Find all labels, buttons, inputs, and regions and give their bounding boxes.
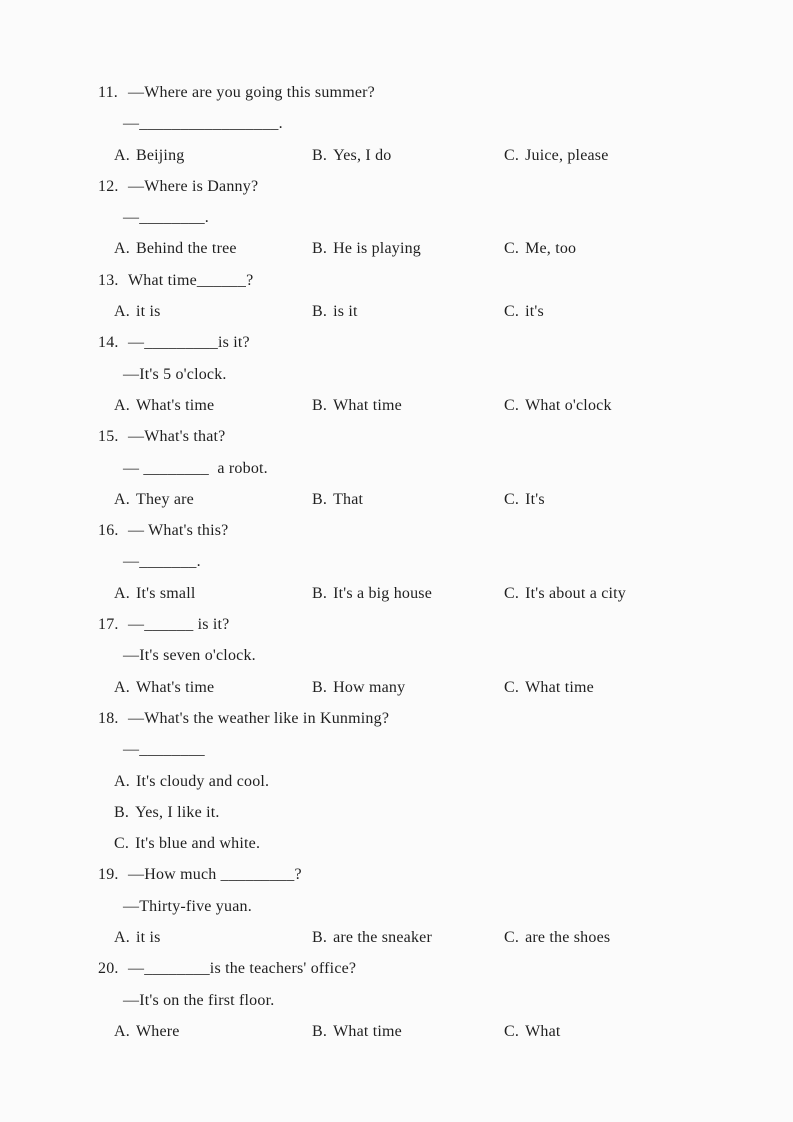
answer-line: —Thirty-five yuan. bbox=[123, 897, 252, 915]
option-text: It's about a city bbox=[525, 584, 627, 602]
answer-line: —It's on the first floor. bbox=[123, 991, 275, 1009]
question-line bbox=[0, 515, 793, 546]
option-b bbox=[312, 484, 504, 515]
question-number: 18. bbox=[98, 709, 119, 727]
option-b bbox=[312, 390, 504, 421]
question-block bbox=[0, 77, 793, 171]
answer-line: —_________________. bbox=[123, 115, 283, 133]
option-label: C. bbox=[504, 678, 520, 696]
option-label: B. bbox=[312, 584, 328, 602]
question-block bbox=[0, 703, 793, 859]
option-label: B. bbox=[312, 1022, 328, 1040]
option-c bbox=[504, 922, 793, 953]
option-text: are the sneaker bbox=[333, 929, 433, 947]
option-label: A. bbox=[114, 146, 130, 164]
option-text: it's bbox=[525, 303, 544, 321]
option-label: A. bbox=[114, 490, 130, 508]
question-block bbox=[0, 609, 793, 703]
question-line bbox=[0, 609, 793, 640]
option-b bbox=[312, 296, 504, 327]
question-number: 15. bbox=[98, 428, 119, 446]
answer-line: —_______. bbox=[123, 553, 201, 571]
option-text: It's cloudy and cool. bbox=[135, 772, 270, 790]
answer-line: — ________ a robot. bbox=[123, 459, 268, 477]
option-text: That bbox=[333, 490, 364, 508]
option-label: C. bbox=[504, 1022, 520, 1040]
option-text: What time bbox=[333, 1022, 402, 1040]
question-line bbox=[0, 265, 793, 296]
answer-line: —It's 5 o'clock. bbox=[123, 365, 227, 383]
option-a bbox=[114, 922, 312, 953]
option-label: C. bbox=[114, 835, 130, 853]
question-line bbox=[0, 859, 793, 890]
options-row bbox=[0, 484, 793, 515]
question-number: 14. bbox=[98, 334, 119, 352]
option-text: Behind the tree bbox=[135, 240, 237, 258]
question-line bbox=[0, 171, 793, 202]
question-line bbox=[0, 421, 793, 452]
options-row bbox=[0, 578, 793, 609]
option-c bbox=[504, 233, 793, 264]
options-row bbox=[0, 922, 793, 953]
option-label: C. bbox=[504, 240, 520, 258]
option-text: it is bbox=[135, 929, 161, 947]
answer-line: —________ bbox=[123, 741, 205, 759]
option-a bbox=[0, 766, 793, 797]
option-text: It's small bbox=[135, 584, 196, 602]
option-text: What time bbox=[333, 396, 402, 414]
question-block bbox=[0, 953, 793, 1047]
options-row bbox=[0, 1016, 793, 1047]
option-c bbox=[504, 296, 793, 327]
option-a bbox=[114, 390, 312, 421]
question-block bbox=[0, 265, 793, 328]
question-text: —______ is it? bbox=[128, 616, 230, 634]
option-a bbox=[114, 578, 312, 609]
question-line bbox=[0, 703, 793, 734]
question-block bbox=[0, 327, 793, 421]
option-label: B. bbox=[114, 803, 130, 821]
option-b bbox=[312, 922, 504, 953]
option-label: B. bbox=[312, 678, 328, 696]
option-c bbox=[504, 390, 793, 421]
option-text: It's a big house bbox=[333, 584, 433, 602]
question-text: —_________is it? bbox=[128, 334, 250, 352]
option-label: A. bbox=[114, 240, 130, 258]
option-label: A. bbox=[114, 929, 130, 947]
question-number: 19. bbox=[98, 866, 119, 884]
option-text: It's bbox=[525, 490, 545, 508]
question-number: 17. bbox=[98, 616, 119, 634]
option-c bbox=[504, 1016, 793, 1047]
option-text: Juice, please bbox=[525, 146, 609, 164]
question-text: What time______? bbox=[128, 271, 254, 289]
option-b bbox=[312, 140, 504, 171]
option-label: A. bbox=[114, 303, 130, 321]
option-text: Where bbox=[135, 1022, 180, 1040]
option-label: A. bbox=[114, 584, 130, 602]
option-label: B. bbox=[312, 929, 328, 947]
options-row bbox=[0, 672, 793, 703]
question-line bbox=[0, 327, 793, 358]
option-label: C. bbox=[504, 396, 520, 414]
option-b bbox=[312, 672, 504, 703]
question-text: — What's this? bbox=[128, 522, 229, 540]
option-label: B. bbox=[312, 303, 328, 321]
option-a bbox=[114, 296, 312, 327]
option-label: A. bbox=[114, 772, 130, 790]
options-row bbox=[0, 296, 793, 327]
question-text: —What's that? bbox=[128, 428, 226, 446]
option-label: C. bbox=[504, 146, 520, 164]
option-c bbox=[504, 484, 793, 515]
option-label: A. bbox=[114, 1022, 130, 1040]
question-block bbox=[0, 859, 793, 953]
option-b bbox=[312, 1016, 504, 1047]
question-block bbox=[0, 171, 793, 265]
option-text: He is playing bbox=[333, 240, 421, 258]
option-label: C. bbox=[504, 303, 520, 321]
options-row bbox=[0, 140, 793, 171]
option-text: It's blue and white. bbox=[135, 835, 261, 853]
option-label: C. bbox=[504, 490, 520, 508]
option-label: B. bbox=[312, 146, 328, 164]
option-c bbox=[504, 672, 793, 703]
option-text: Yes, I like it. bbox=[135, 803, 220, 821]
option-text: Yes, I do bbox=[333, 146, 392, 164]
question-text: —Where is Danny? bbox=[128, 177, 259, 195]
option-label: B. bbox=[312, 490, 328, 508]
question-number: 13. bbox=[98, 271, 119, 289]
option-a bbox=[114, 672, 312, 703]
option-a bbox=[114, 233, 312, 264]
option-a bbox=[114, 140, 312, 171]
question-text: —________is the teachers' office? bbox=[128, 960, 357, 978]
question-line bbox=[0, 953, 793, 984]
question-number: 12. bbox=[98, 177, 119, 195]
option-a bbox=[114, 1016, 312, 1047]
question-line bbox=[0, 77, 793, 108]
option-text: are the shoes bbox=[525, 929, 611, 947]
option-a bbox=[114, 484, 312, 515]
option-text: How many bbox=[333, 678, 406, 696]
option-c bbox=[504, 140, 793, 171]
question-text: —Where are you going this summer? bbox=[128, 84, 375, 101]
option-text: They are bbox=[135, 490, 194, 508]
option-b bbox=[312, 233, 504, 264]
question-list bbox=[0, 77, 793, 1047]
question-number: 11. bbox=[98, 84, 119, 101]
question-block bbox=[0, 515, 793, 609]
option-label: C. bbox=[504, 929, 520, 947]
option-text: it is bbox=[135, 303, 161, 321]
question-text: —What's the weather like in Kunming? bbox=[128, 709, 390, 727]
option-label: B. bbox=[312, 240, 328, 258]
option-text: What's time bbox=[135, 396, 215, 414]
option-text: What o'clock bbox=[525, 396, 612, 414]
question-number: 20. bbox=[98, 960, 119, 978]
option-text: What's time bbox=[135, 678, 215, 696]
question-block bbox=[0, 421, 793, 515]
question-number: 16. bbox=[98, 522, 119, 540]
option-c bbox=[504, 578, 793, 609]
option-label: A. bbox=[114, 678, 130, 696]
option-label: C. bbox=[504, 584, 520, 602]
options-row bbox=[0, 390, 793, 421]
question-text: —How much _________? bbox=[128, 866, 302, 884]
option-text: What bbox=[525, 1022, 561, 1040]
option-text: What time bbox=[525, 678, 594, 696]
option-b bbox=[312, 578, 504, 609]
option-label: A. bbox=[114, 396, 130, 414]
answer-line: —________. bbox=[123, 209, 209, 227]
answer-line: —It's seven o'clock. bbox=[123, 647, 256, 665]
option-text: Beijing bbox=[135, 146, 185, 164]
option-label: B. bbox=[312, 396, 328, 414]
option-b bbox=[0, 797, 793, 828]
option-text: is it bbox=[333, 303, 358, 321]
option-c bbox=[0, 828, 793, 859]
options-row bbox=[0, 233, 793, 264]
option-text: Me, too bbox=[525, 240, 577, 258]
